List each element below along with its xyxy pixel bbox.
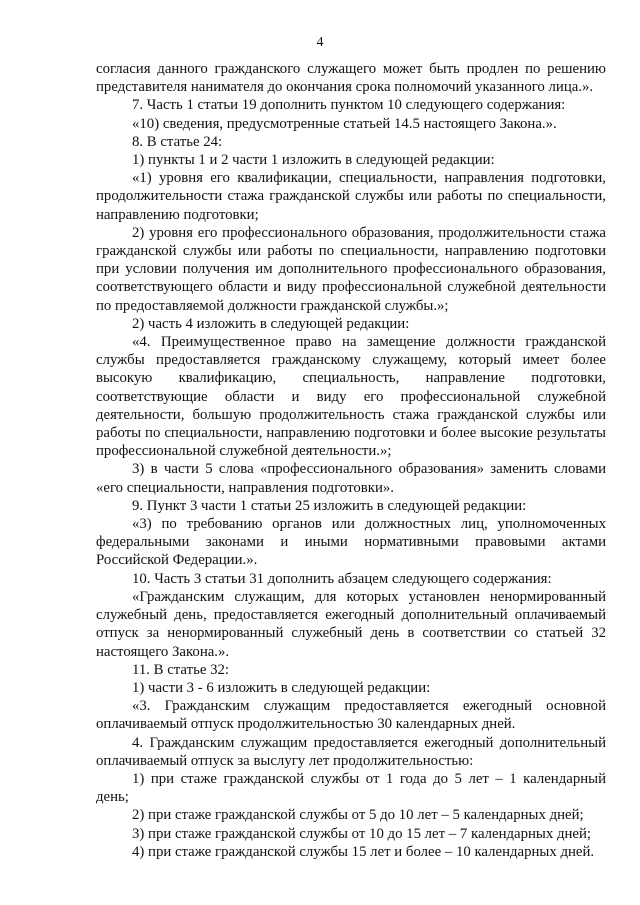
paragraph: 10. Часть 3 статьи 31 дополнить абзацем следующего содержания:: [132, 570, 552, 587]
paragraph: «Гражданским служащим, для которых установлен ненормированный служебный день, предоставляется ежегодный дополнительный оплачиваемый отпуск за ненормированный служебный день в соответствии со статьей 32 настоящего Закона.».: [96, 588, 606, 660]
paragraph: «3. Гражданским служащим предоставляется ежегодный основной оплачиваемый отпуск продолжительностью 30 календарных дней.: [96, 698, 606, 733]
paragraph: 7. Часть 1 статьи 19 дополнить пунктом 10 следующего содержания:: [132, 97, 566, 114]
paragraph: согласия данного гражданского служащего может быть продлен по решению представителя нанимателя до окончания срока полномочий указанного лица.».: [96, 61, 606, 96]
paragraph: «3) по требованию органов или должностных лиц, уполномоченных федеральными законами и иными нормативными правовыми актами Российской Федерации.».: [96, 516, 606, 569]
page-number: 4: [316, 35, 324, 50]
paragraph: 1) части 3 - 6 изложить в следующей редакции:: [132, 679, 431, 696]
paragraph: 3) в части 5 слова «профессионального образования» заменить словами «его специальности, направления подготовки».: [96, 461, 606, 496]
paragraph: 2) при стаже гражданской службы от 5 до 10 лет – 5 календарных дней;: [132, 807, 584, 824]
paragraph: 8. В статье 24:: [132, 133, 223, 150]
paragraph: 3) при стаже гражданской службы от 10 до 15 лет – 7 календарных дней;: [132, 825, 592, 842]
paragraph: 2) уровня его профессионального образования, продолжительности стажа гражданской службы или работы по специальности, направлению подготовки при условии получения им дополнительного профессионального образования, соответствующего области и виду профессиональной служебной деятельности по предоставляемой должности гражданской службы.»;: [96, 224, 606, 314]
paragraph: 11. В статье 32:: [132, 661, 230, 678]
paragraph: 4) при стаже гражданской службы 15 лет и более – 10 календарных дней.: [132, 843, 595, 860]
paragraph: «1) уровня его квалификации, специальности, направления подготовки, продолжительности стажа гражданской службы или работы по специальности, направлению подготовки;: [96, 170, 606, 223]
paragraph: 2) часть 4 изложить в следующей редакции:: [132, 315, 410, 332]
paragraph: 1) при стаже гражданской службы от 1 года до 5 лет – 1 календарный день;: [96, 770, 606, 806]
paragraph: «10) сведения, предусмотренные статьей 14.5 настоящего Закона.».: [132, 115, 557, 132]
paragraph: 9. Пункт 3 части 1 статьи 25 изложить в следующей редакции:: [132, 497, 527, 514]
document-body: [96, 60, 606, 861]
paragraph: 4. Гражданским служащим предоставляется ежегодный дополнительный оплачиваемый отпуск за выслугу лет продолжительностью:: [96, 734, 606, 769]
paragraph: 1) пункты 1 и 2 части 1 изложить в следующей редакции:: [132, 152, 495, 169]
paragraph: «4. Преимущественное право на замещение должности гражданской службы предоставляется гражданскому служащему, который имеет более высокую квалификацию, специальность, направление подготовки, соответствующие области и виду его профессиональной служебной деятельности, большую продолжительность стажа гражданской службы или работы по специальности, направлению подготовки и более высокие результаты профессиональной служебной деятельности.»;: [96, 334, 606, 460]
